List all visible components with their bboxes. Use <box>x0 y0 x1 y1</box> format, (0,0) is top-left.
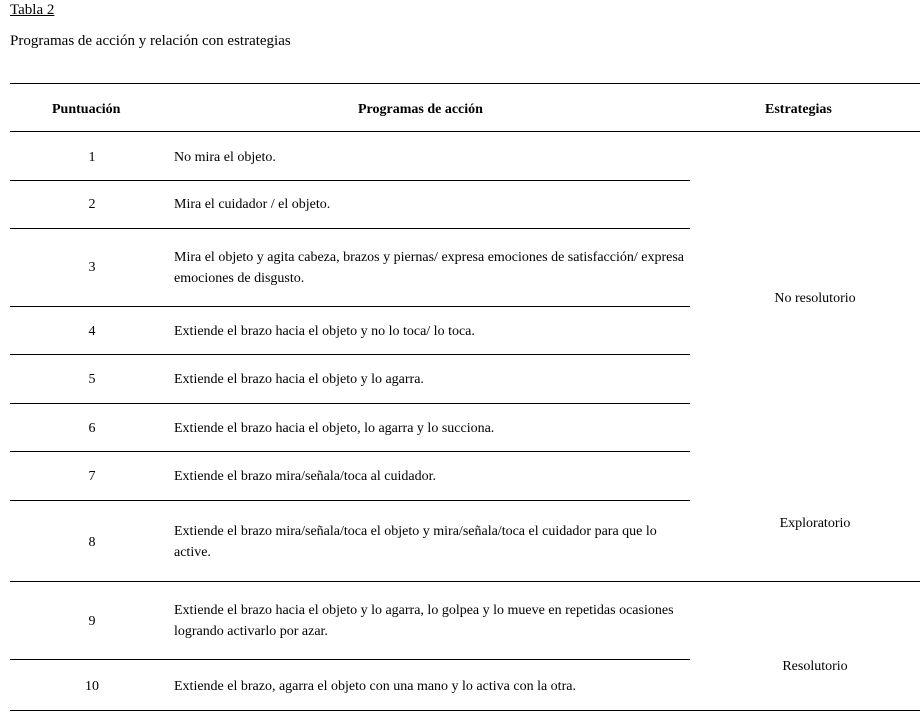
row-score: 4 <box>88 324 96 339</box>
row-score: 7 <box>88 469 96 484</box>
row-action: Extiende el brazo mira/señala/toca al cuidador. <box>174 469 436 484</box>
row-action: Extiende el brazo mira/señala/toca el objeto y mira/señala/toca el cuidador para que lo active. <box>174 524 657 560</box>
table-caption-title: Programas de acción y relación con estrategias <box>10 33 291 49</box>
table-caption-label: Tabla 2 <box>10 2 55 18</box>
header-score: Puntuación <box>52 102 121 117</box>
row-action: Extiende el brazo hacia el objeto, lo agarra y lo succiona. <box>174 421 495 436</box>
row-score: 10 <box>85 679 99 694</box>
row-action: Extiende el brazo hacia el objeto y no lo toca/ lo toca. <box>174 324 475 339</box>
row-divider <box>10 180 690 181</box>
table-bottom-rule <box>10 710 920 711</box>
row-action: Extiende el brazo, agarra el objeto con una mano y lo activa con la otra. <box>174 679 576 694</box>
row-score: 1 <box>88 150 96 165</box>
header-bottom-rule <box>10 131 920 132</box>
row-score: 9 <box>88 614 96 629</box>
row-action: No mira el objeto. <box>174 150 276 165</box>
row-score: 6 <box>88 421 96 436</box>
row-score: 2 <box>88 197 96 212</box>
row-action: Extiende el brazo hacia el objeto y lo agarra. <box>174 372 424 387</box>
row-action: Mira el objeto y agita cabeza, brazos y piernas/ expresa emociones de satisfacción/ expresa emociones de disgusto. <box>174 250 685 286</box>
strategy-label: Resolutorio <box>782 659 848 674</box>
row-divider <box>10 228 690 229</box>
table-top-rule <box>10 83 920 84</box>
row-divider <box>10 354 690 355</box>
row-score: 8 <box>88 535 96 550</box>
strategy-label: Exploratorio <box>779 516 851 531</box>
row-action: Mira el cuidador / el objeto. <box>174 197 331 212</box>
row-divider <box>10 403 690 404</box>
row-score: 3 <box>88 260 96 275</box>
row-action: Extiende el brazo hacia el objeto y lo agarra, lo golpea y lo mueve en repetidas ocasiones logrando activarlo por azar. <box>174 603 674 639</box>
row-divider <box>10 500 690 501</box>
header-strategies: Estrategias <box>765 102 832 117</box>
row-divider <box>10 451 690 452</box>
row-score: 5 <box>88 372 96 387</box>
group-divider <box>10 581 920 582</box>
row-divider <box>10 659 690 660</box>
header-actions: Programas de acción <box>358 102 483 117</box>
row-divider <box>10 306 690 307</box>
strategy-label: No resolutorio <box>774 291 856 306</box>
